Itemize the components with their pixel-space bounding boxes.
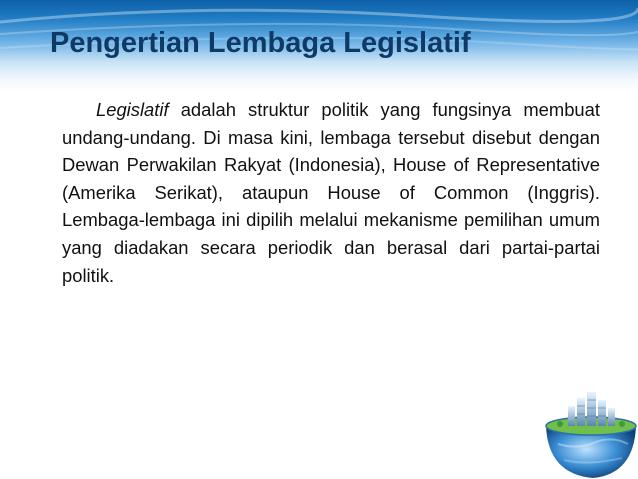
slide-title: Pengertian Lembaga Legislatif <box>50 27 471 59</box>
definition-text: adalah struktur politik yang fungsinya membuat undang-undang. Di masa kini, lembaga tersebut disebut dengan Dewan Perwakilan Rakyat (Indonesia), House of Representative (Amerika Serikat), ataupun House of Common (Inggris). Lembaga-lembaga ini dipilih melalui mekanisme pemilihan umum yang diadakan secara periodik dan berasal dari partai-partai politik. <box>62 99 600 286</box>
term-legislatif: Legislatif <box>96 99 169 120</box>
body-paragraph <box>62 96 600 289</box>
globe-city-icon <box>538 386 638 479</box>
